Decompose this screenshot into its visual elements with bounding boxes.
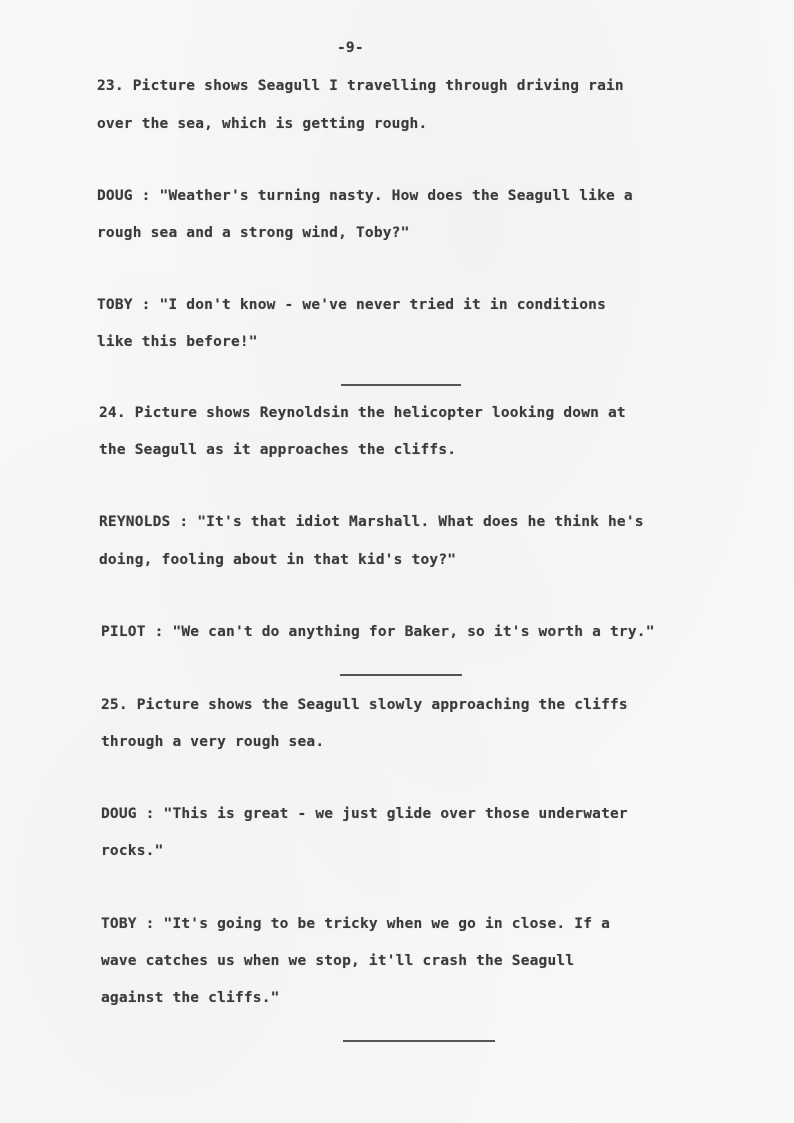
section-divider-1 [341,384,461,386]
section-divider-3 [343,1040,495,1042]
toby-dialogue-2-line-3: against the cliffs." [101,990,280,1006]
toby-dialogue-2-line-2: wave catches us when we stop, it'll crash the Seagull [101,953,575,969]
doug-dialogue-2-line-1: DOUG : "This is great - we just glide over those underwater [101,806,628,822]
page-number: -9- [337,40,364,56]
scene-24-line-1: 24. Picture shows Reynoldsin the helicopter looking down at [99,405,626,421]
reynolds-dialogue-line-2: doing, fooling about in that kid's toy?" [99,552,457,568]
toby-dialogue-2-line-1: TOBY : "It's going to be tricky when we go in close. If a [101,916,610,932]
section-divider-2 [340,674,462,676]
doug-dialogue-1-line-1: DOUG : "Weather's turning nasty. How does the Seagull like a [97,188,633,204]
toby-dialogue-1-line-2: like this before!" [97,334,258,350]
scene-25-line-2: through a very rough sea. [101,734,325,750]
doug-dialogue-2-line-2: rocks." [101,843,164,859]
scene-23-line-2: over the sea, which is getting rough. [97,116,428,132]
scene-25-line-1: 25. Picture shows the Seagull slowly approaching the cliffs [101,697,628,713]
pilot-dialogue-line-1: PILOT : "We can't do anything for Baker, so it's worth a try." [101,624,655,640]
doug-dialogue-1-line-2: rough sea and a strong wind, Toby?" [97,225,410,241]
toby-dialogue-1-line-1: TOBY : "I don't know - we've never tried it in conditions [97,297,606,313]
reynolds-dialogue-line-1: REYNOLDS : "It's that idiot Marshall. What does he think he's [99,514,644,530]
scene-24-line-2: the Seagull as it approaches the cliffs. [99,442,457,458]
scene-23-line-1: 23. Picture shows Seagull I travelling through driving rain [97,78,624,94]
